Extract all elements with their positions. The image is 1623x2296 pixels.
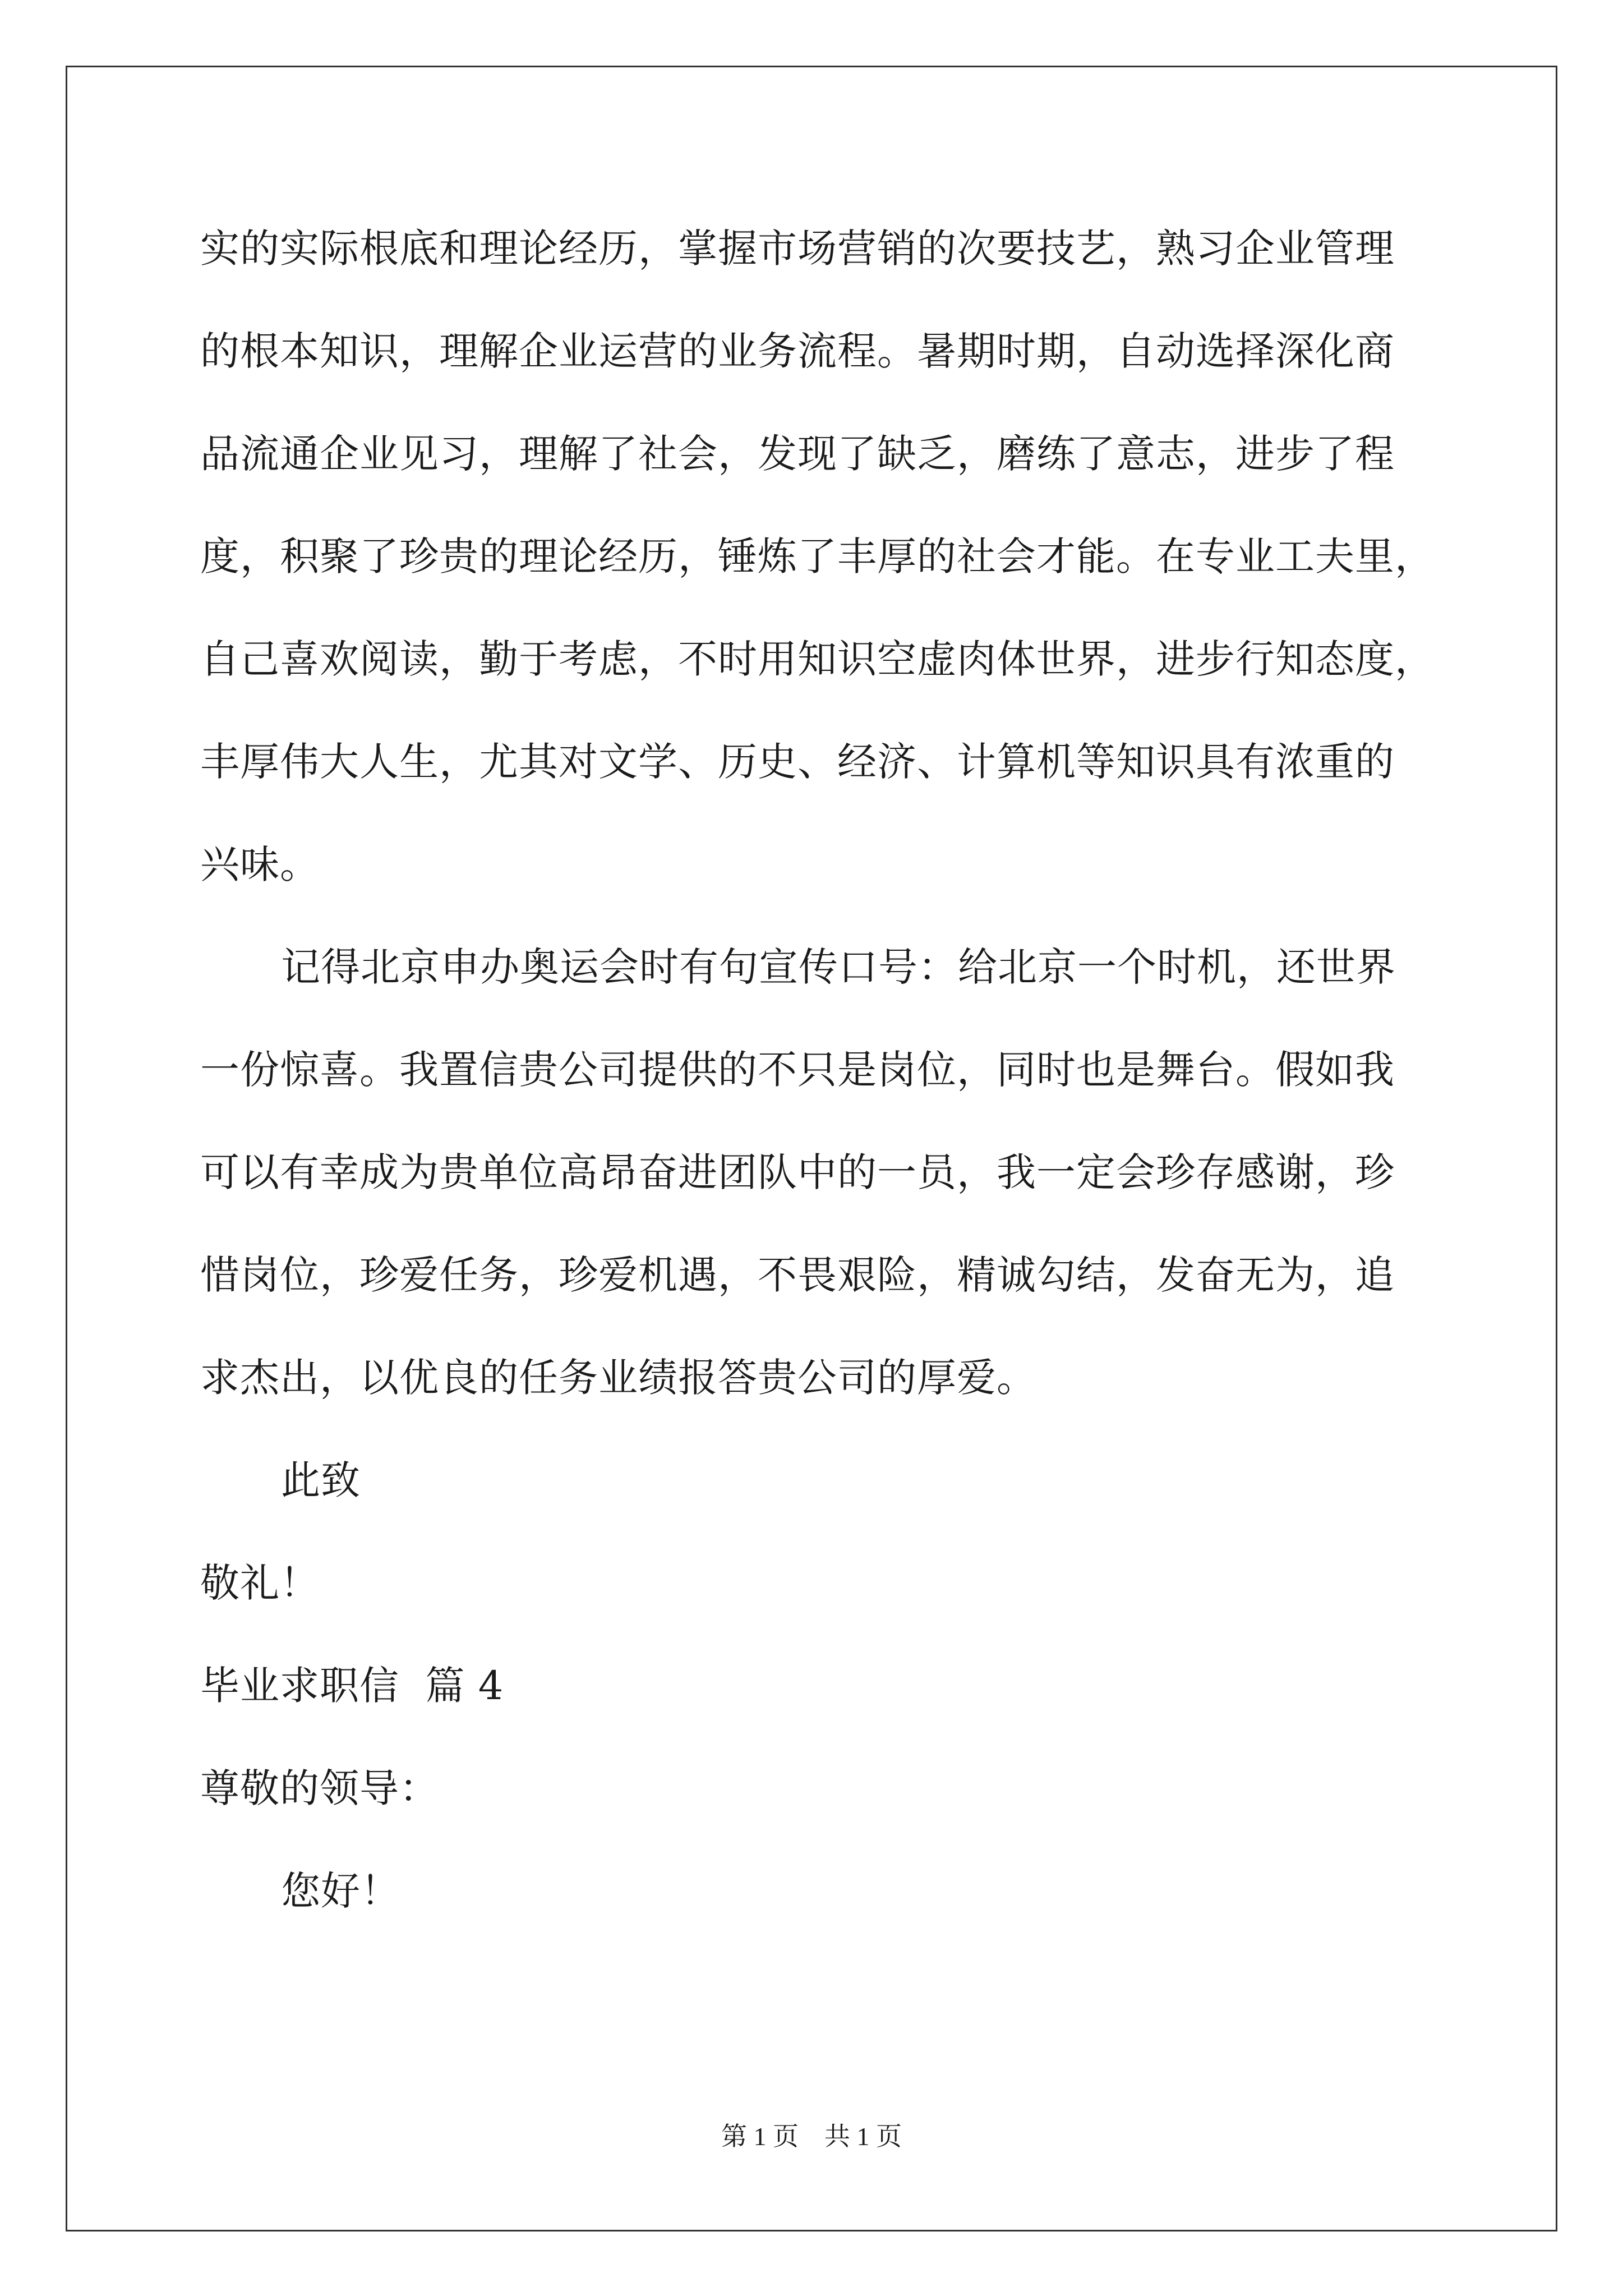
page-footer: 第 1 页 共 1 页	[721, 2122, 902, 2151]
paragraph-line: 一份惊喜。我置信贵公司提供的不只是岗位，同时也是舞台。假如我	[200, 1047, 1395, 1093]
paragraph-line: 记得北京申办奥运会时有句宣传口号：给北京一个时机，还世界	[281, 944, 1396, 990]
paragraph-line: 求杰出，以优良的任务业绩报答贵公司的厚爱。	[200, 1355, 1036, 1401]
paragraph-line: 惜岗位，珍爱任务，珍爱机遇，不畏艰险，精诚勾结，发奋无为，追	[200, 1252, 1395, 1298]
paragraph-line: 可以有幸成为贵单位高昂奋进团队中的一员，我一定会珍存感谢，珍	[200, 1149, 1395, 1195]
greeting-line: 尊敬的领导：	[200, 1765, 439, 1811]
closing-line: 此致	[281, 1457, 361, 1503]
paragraph-line: 兴味。	[200, 841, 320, 887]
section-title: 毕业求职信 篇 4	[200, 1663, 504, 1709]
paragraph-line: 度，积聚了珍贵的理论经历，锤炼了丰厚的社会才能。在专业工夫里，	[200, 533, 1435, 579]
paragraph-line: 的根本知识，理解企业运营的业务流程。暑期时期，自动选择深化商	[200, 328, 1395, 374]
document-body	[200, 197, 1496, 1943]
paragraph-line: 品流通企业见习，理解了社会，发现了缺乏，磨练了意志，进步了程	[200, 431, 1395, 477]
paragraph-line: 自己喜欢阅读，勤于考虑，不时用知识空虚肉体世界，进步行知态度，	[200, 636, 1435, 682]
paragraph-line: 实的实际根底和理论经历，掌握市场营销的次要技艺，熟习企业管理	[200, 226, 1395, 272]
hello-line: 您好！	[281, 1868, 400, 1914]
paragraph-line: 丰厚伟大人生，尤其对文学、历史、经济、计算机等知识具有浓重的	[200, 739, 1395, 785]
salute-line: 敬礼！	[200, 1560, 320, 1606]
